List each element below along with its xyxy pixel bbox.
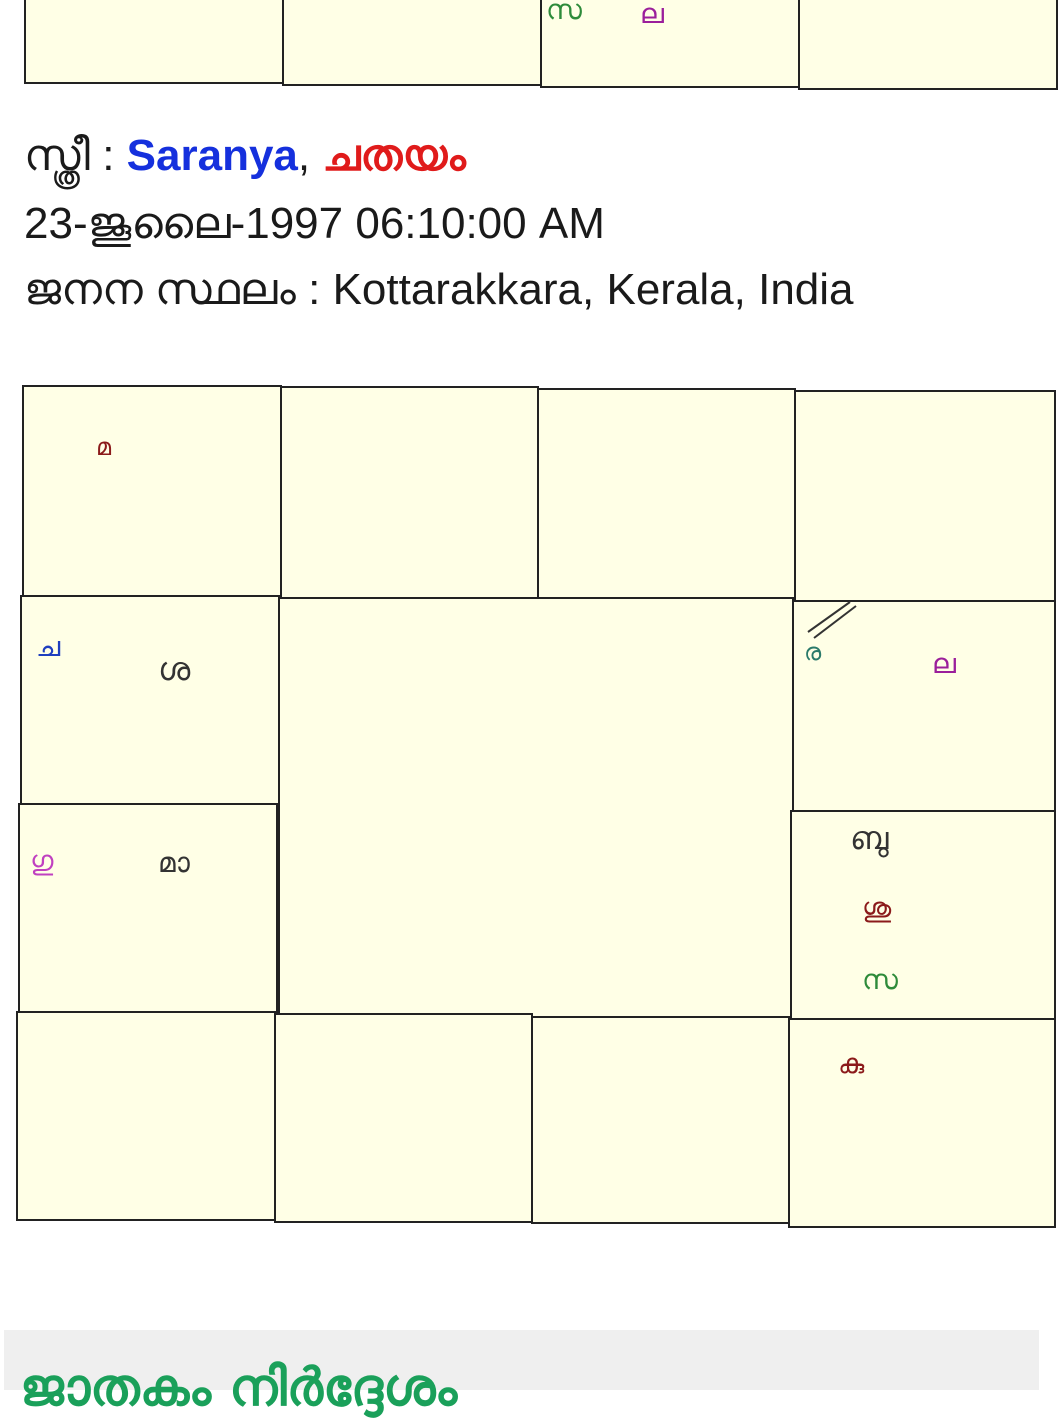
planet-r1c0-0: ച	[36, 630, 61, 663]
chart-cell-r2c3	[790, 810, 1056, 1024]
place-separator: :	[295, 265, 333, 314]
planet-r0c0-0: മ	[96, 433, 112, 461]
chart-cell-r2c0	[18, 803, 278, 1015]
gender-label: സ്ത്രീ	[24, 131, 90, 180]
top-chart-cell-4	[798, 0, 1058, 90]
chart-cell-r3c1	[274, 1013, 533, 1223]
planet-r2c3-2: സ	[862, 963, 898, 996]
comma: ,	[297, 131, 323, 180]
planet-lagna: ല	[640, 0, 664, 30]
section-title: ജാതകം നിർദ്ദേശം	[20, 1358, 458, 1418]
retrograde-marker-icon	[806, 600, 866, 640]
planet-r3c3-0: കു	[838, 1047, 865, 1080]
planet-sun: സ	[546, 0, 582, 26]
chart-cell-r1c0	[20, 595, 280, 807]
separator: :	[89, 131, 127, 180]
person-line	[24, 131, 466, 180]
person-name: Saranya	[126, 131, 298, 180]
chart-cell-r3c0	[16, 1011, 276, 1221]
birth-place-line	[24, 265, 854, 314]
chart-cell-r0c2	[537, 388, 796, 602]
planet-r2c0-1: മാ	[158, 846, 190, 879]
chart-center	[278, 597, 794, 1021]
top-chart-cell-2	[282, 0, 544, 86]
chart-cell-r0c1	[280, 386, 539, 600]
chart-cell-r3c3	[788, 1018, 1056, 1228]
planet-r1c3-0: ര	[804, 638, 822, 666]
planet-r2c0-0: ഗു	[30, 844, 54, 877]
birth-datetime: 23-ജൂലൈ-1997 06:10:00 AM	[24, 199, 605, 248]
chart-cell-r3c2	[531, 1016, 790, 1224]
birth-star: ചതയം	[322, 131, 466, 180]
planet-r1c0-1: ശ	[158, 650, 191, 688]
top-chart-cell-1	[24, 0, 286, 84]
place-label: ജനന സ്ഥലം	[24, 265, 296, 314]
chart-cell-r0c3	[794, 390, 1056, 604]
place-value: Kottarakkara, Kerala, India	[332, 265, 854, 314]
planet-r2c3-1: ശു	[862, 891, 892, 924]
planet-r1c3-1: ല	[932, 647, 956, 680]
chart-cell-r0c0	[22, 385, 282, 597]
planet-r2c3-0: ബു	[850, 819, 889, 857]
top-chart-cell-3	[540, 0, 802, 88]
section-banner	[4, 1330, 1039, 1418]
